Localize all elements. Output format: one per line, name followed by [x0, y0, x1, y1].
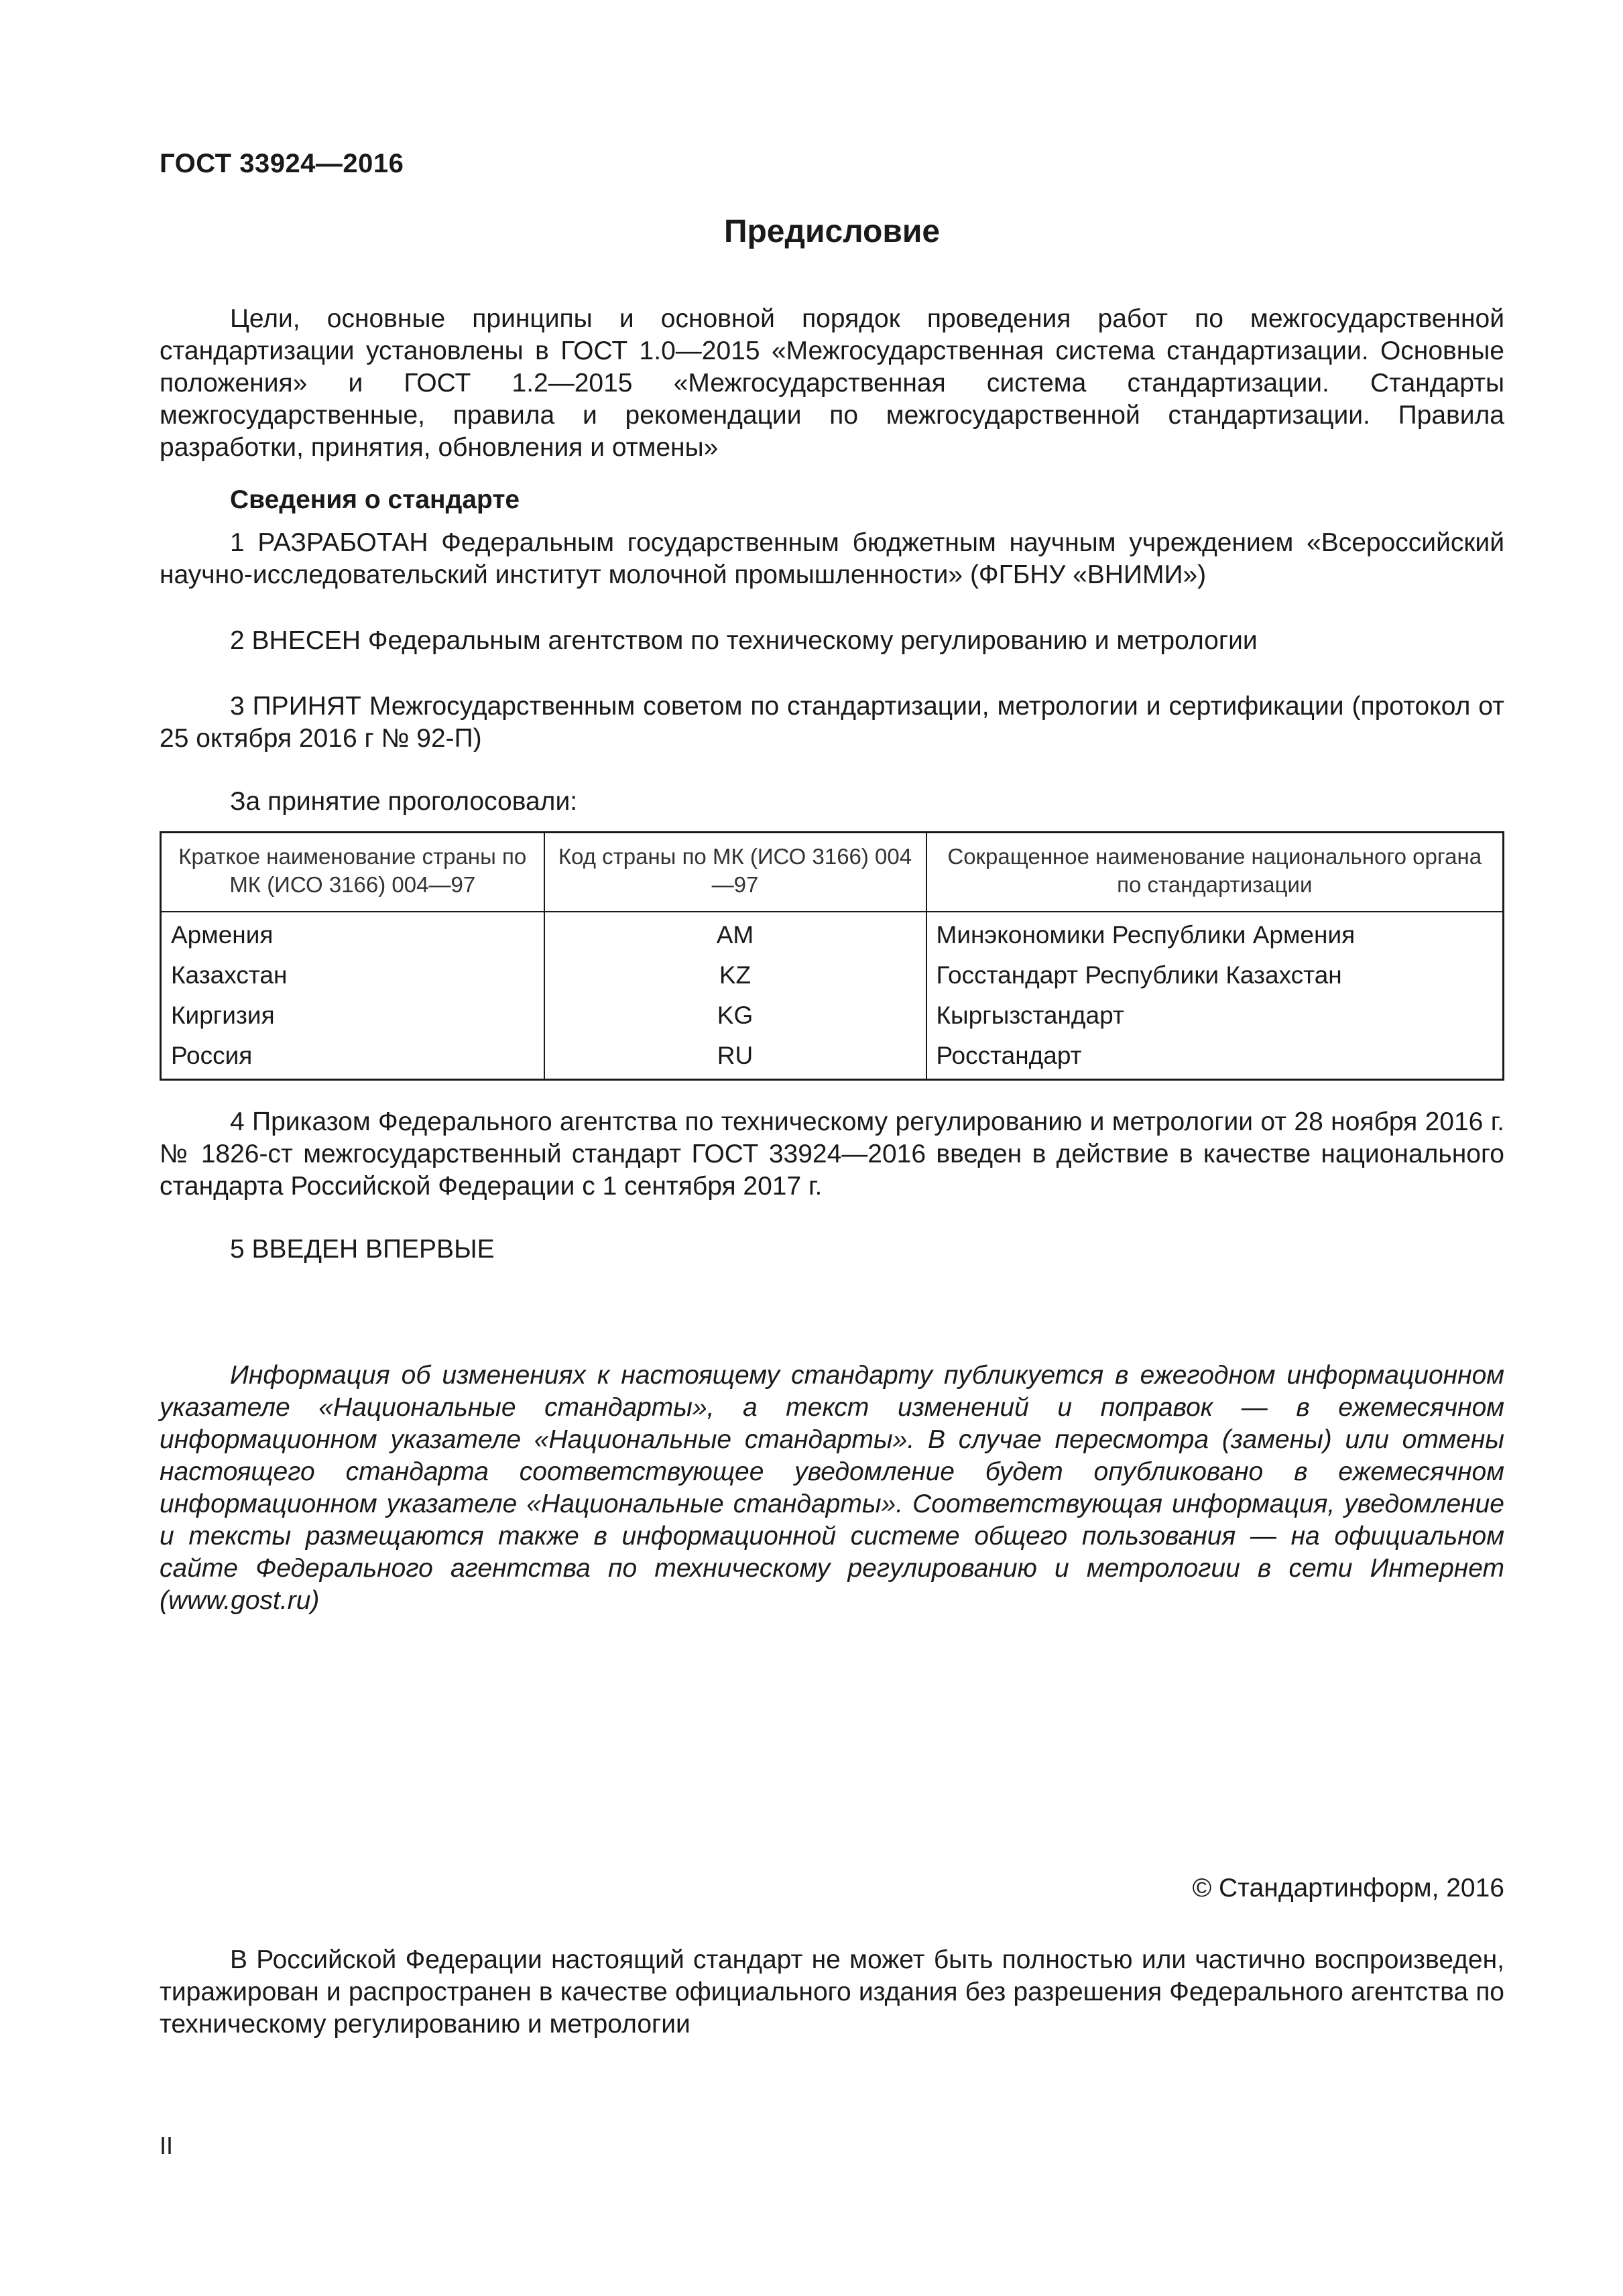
changes-notice: Информация об изменениях к настоящему стандарту публикуется в ежегодном информационном указателе «Национальные стандарты», а текст изменений и поправок — в ежемесячном информационном указателе «Национальные стандарты». В случае пересмотра (замены) или отмены настоящего стандарта соответствующее уведомление будет опубликовано в ежемесячном информационном указателе «Национальные стандарты». Соответствующая информация, уведомление и тексты размещаются также в информационной системе общего пользования — на официальном сайте Федерального агентства по техническому регулированию и метрологии в сети Интернет (www.gost.ru)	[160, 1361, 1504, 1615]
voting-table	[160, 831, 1504, 1081]
info-heading: Сведения о стандарте	[230, 485, 520, 514]
intro-paragraph: Цели, основные принципы и основной порядок проведения работ по межгосударственной стандартизации установлены в ГОСТ 1.0—2015 «Межгосударственная система стандартизации. Основные положения» и ГОСТ 1.2—2015 «Межгосударственная система стандартизации. Стандарты межгосударственные, правила и рекомендации по межгосударственной стандартизации. Правила разработки, принятия, обновления и отмены»	[160, 304, 1504, 462]
country-code: KG	[544, 995, 926, 1036]
national-body: Минэкономики Республики Армения	[926, 912, 1504, 955]
country-code: KZ	[544, 955, 926, 995]
table-row	[161, 912, 1504, 955]
country-name: Россия	[161, 1036, 544, 1080]
page-title: Предисловие	[723, 214, 941, 249]
document-page	[160, 0, 1504, 2296]
country-code: AM	[544, 912, 926, 955]
document-code: ГОСТ 33924—2016	[160, 149, 404, 178]
page-number: II	[160, 2132, 174, 2159]
national-body: Росстандарт	[926, 1036, 1504, 1080]
country-name: Киргизия	[161, 995, 544, 1036]
table-row	[161, 955, 1504, 995]
info-item-1: 1 РАЗРАБОТАН Федеральным государственным бюджетным научным учреждением «Всероссийский научно-исследовательский институт молочной промышленности» (ФГБНУ «ВНИМИ»)	[160, 528, 1504, 589]
info-item-2: 2 ВНЕСЕН Федеральным агентством по техническому регулированию и метрологии	[230, 626, 1258, 655]
country-name: Казахстан	[161, 955, 544, 995]
table-row	[161, 995, 1504, 1036]
voted-label: За принятие проголосовали:	[230, 787, 578, 816]
national-body: Кыргызстандарт	[926, 995, 1504, 1036]
header-country-code: Код страны по МК (ИСО 3166) 004—97	[544, 833, 926, 912]
header-national-body: Сокращенное наименование национального органа по стандартизации	[926, 833, 1504, 912]
copyright-line: © Стандартинформ, 2016	[1192, 1874, 1504, 1902]
national-body: Госстандарт Республики Казахстан	[926, 955, 1504, 995]
country-code: RU	[544, 1036, 926, 1080]
rights-notice: В Российской Федерации настоящий стандарт не может быть полностью или частично воспроизведен, тиражирован и распространен в качестве официального издания без разрешения Федерального агентства по техническому регулированию и метрологии	[160, 1945, 1504, 2039]
info-item-3: 3 ПРИНЯТ Межгосударственным советом по стандартизации, метрологии и сертификации (протокол от 25 октября 2016 г № 92-П)	[160, 692, 1504, 753]
country-name: Армения	[161, 912, 544, 955]
table-header-row	[161, 833, 1504, 912]
table-row	[161, 1036, 1504, 1080]
info-item-4: 4 Приказом Федерального агентства по техническому регулированию и метрологии от 28 ноября 2016 г. № 1826-ст межгосударственный стандарт ГОСТ 33924—2016 введен в действие в качестве национального стандарта Российской Федерации с 1 сентября 2017 г.	[160, 1107, 1504, 1201]
info-item-5: 5 ВВЕДЕН ВПЕРВЫЕ	[230, 1235, 495, 1264]
header-country-name: Краткое наименование страны по МК (ИСО 3166) 004—97	[161, 833, 544, 912]
